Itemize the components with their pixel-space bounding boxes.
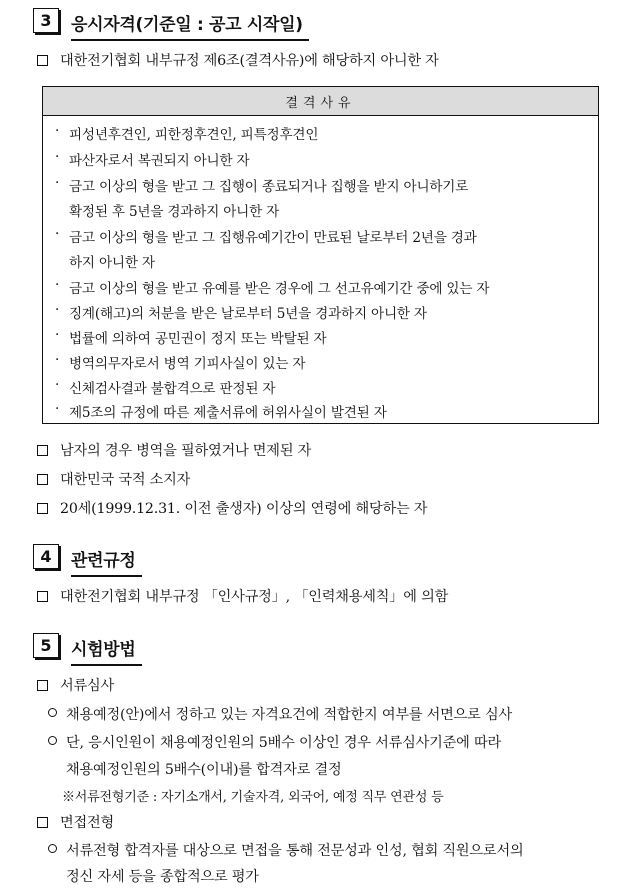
section-5-header: [33, 633, 142, 663]
section-title: 응시자격(기준일 : 공고 시작일): [71, 8, 309, 41]
section-3-header: [33, 8, 309, 38]
section-number: 4: [33, 544, 59, 569]
square-bullet-icon: [37, 591, 48, 602]
circle-bullet-icon: [48, 844, 57, 853]
square-bullet-icon: [37, 680, 48, 691]
box-title: 결격사유: [43, 87, 598, 116]
section-4-header: [33, 544, 142, 574]
disqualification-box: 결격사유 · 피성년후견인, 피한정후견인, 피특정후견인 · 파산자로서 복권되지 아니한 자 · 금고 이상의 형을 받고 그 집행이 종료되거나 집행을 받지 아니하기로 확정된 후 5년을 경과하지 아니한 자 · 금고 이상의 형을 받고 그 집행유예기간이 만료된 날로부터 2년을 경과 하지 아니한 자 · 금고 이상의 형을 받고 유예를 받은 경우에 그 선고유예기간 중에 있는 자 · 징계(해고)의 처분을 받은 날로부터 5년을 경과하지 아니한 자 · 법률에 의하여 공민권이 정지 또는 박탈된 자 · 병역의무자로서 병역 기피사실이 있는 자 · 신체검사결과 불합격으로 판정된 자 · 제5조의 규정에 따른 제출서류에 허위사실이 발견된 자: [42, 86, 599, 424]
section-number: 3: [33, 8, 59, 33]
section-title: 시험방법: [71, 633, 142, 666]
square-bullet-icon: [37, 445, 48, 456]
square-bullet-icon: [37, 474, 48, 485]
square-bullet-icon: [37, 817, 48, 828]
circle-bullet-icon: [48, 708, 57, 717]
square-bullet-icon: [37, 55, 48, 66]
square-bullet-icon: [37, 503, 48, 514]
circle-bullet-icon: [48, 736, 57, 745]
section-number: 5: [33, 633, 59, 658]
section-title: 관련규정: [71, 544, 142, 577]
